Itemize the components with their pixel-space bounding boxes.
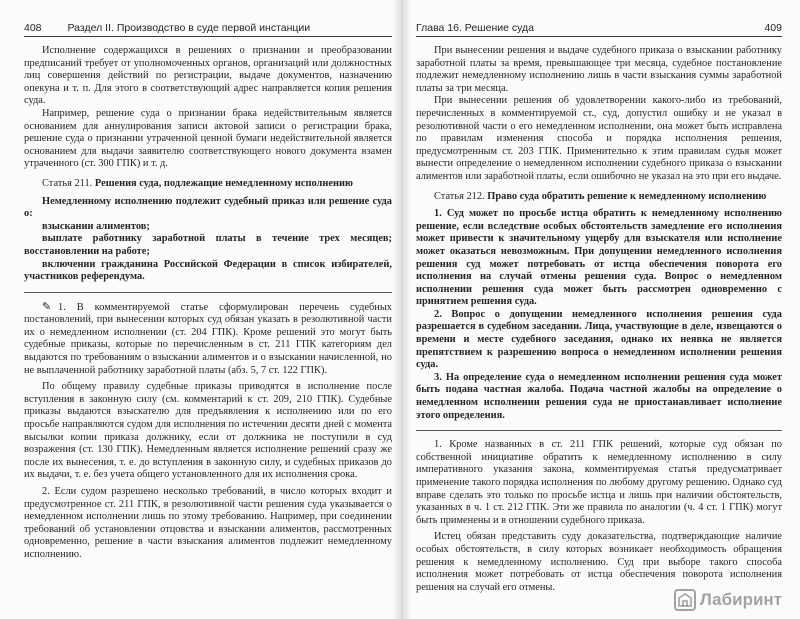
article-212-text-1: 1. Суд может по просьбе истца обратить к немедленному исполнению решение, если вследствие особых обстоятельств замедление его исполнения может привести к значительному ущербу для взыскателя или исполнение может оказаться невозможным. При допущении немедленного исполнения решения суд может потребовать от истца обеспечения поворота его исполнения на случай отмены решения суда. Вопрос о немедленном исполнении решения суда может быть рассмотрен одновременно с принятием решения суда.: [416, 208, 782, 308]
right-page: [402, 0, 800, 619]
right-page-number: 409: [764, 22, 782, 34]
article-212-text-3: 3. На определение суда о немедленном исполнении решения суда может быть подана частная жалоба. Подача частной жалобы на определение о немедленном исполнении решения суда не приостанавливает исполнение этого определения.: [416, 371, 782, 421]
comment-pen-icon: ✎: [42, 299, 52, 313]
article-211-title: Решения суда, подлежащие немедленному исполнению: [94, 177, 353, 189]
left-separator: [24, 292, 392, 293]
watermark-text: Лабиринт: [699, 590, 782, 609]
right-comment-2: Истец обязан представить суду доказательства, подтверждающие наличие особых обстоятельств, в силу которых возникает необходимость обращения решения к немедленному исполнению. Суд при выборе такого способа исполнения может потребовать от истца обеспечения поворота исполнения решения на случай его отмены.: [416, 531, 782, 593]
article-211-number: Статья 211.: [42, 177, 93, 189]
left-comment-1: [24, 301, 392, 378]
article-211-text-3: выплате работнику заработной платы в течение трех месяцев; восстановлении на работе;: [24, 233, 392, 257]
left-comment-2: По общему правилу судебные приказы приводятся в исполнение после вступления в законную силу (см. комментарий к ст. 209, 210 ГПК). Судебные приказы выдаются взыскателю для предъявления к исполнению или по его просьбе направляются судом для исполнения по истечении десяти дней с момента высылки копии приказа должнику, если от должника не поступили в суд возражения (ст. 130 ГПК). Немедленным является исполнение решений сразу же после их вынесения, т. е. до вступления в законную силу, и судебных приказов до их выдачи, т. е. без учета общего установленного для их исполнения срока.: [24, 381, 392, 481]
article-212-heading: [416, 191, 782, 204]
article-211-heading: [24, 178, 392, 191]
left-page-number: 408: [24, 22, 42, 34]
article-212-title: Право суда обратить решение к немедленному исполнению: [487, 190, 767, 202]
left-paragraph-1: Исполнение содержащихся в решениях о признании и преобразовании предписаний требует от уполномоченных органов, организаций или должностных лиц совершения действий по регистрации, выдаче документов, назначению опекуна и т. п. Для этого в соответствующий адрес направляется копия решения суда.: [24, 45, 392, 107]
left-comment-1-text: 1. В комментируемой статье сформулирован перечень судебных постановлений, при вынесении которых суд обязан указать в резолютивной части их о немедленном исполнении (ст. 204 ГПК). Кроме решений это могут быть судебные приказы, которые по перечисленным в ст. 211 ГПК категориям дел выдаются по требованиям о взыскании алиментов и о взыскании начисленной, но не выплаченной работнику заработной платы (абз. 5, 7 ст. 122 ГПК).: [24, 301, 392, 376]
right-running-head: [416, 18, 782, 37]
article-212-text-2: 2. Вопрос о допущении немедленного исполнения решения суда разрешается в судебном заседании. Лица, участвующие в деле, извещаются о времени и месте судебного заседания, однако их неявка не является препятствием к разрешению вопроса о немедленном исполнении решения суда.: [416, 308, 782, 371]
left-running-title: Раздел II. Производство в суде первой инстанции: [67, 22, 311, 34]
article-211-text-2: взыскании алиментов;: [42, 220, 150, 232]
right-paragraph-2: При вынесении решения об удовлетворении какого-либо из требований, перечисленных в комментируемой ст., суд, допустил ошибку и не указал в резолютивной части о его немедленном исполнении, она может быть исправлена по правилам изменения способа и порядка исполнения решения, предусмотренным ст. 203 ГПК. Применительно к этим правилам судья может вынести определение о немедленном исполнении судебного приказа о взыскании алиментов или заработной платы, если ошибочно не указал на это при его выдаче.: [416, 95, 782, 182]
left-paragraph-2: Например, решение суда о признании брака недействительным является основанием для аннулирования записи актовой записи о регистрации брака, решение суда о признании утраченной ценной бумаги недействительной является основанием для выдачи заявителю соответствующего нового документа взамен утраченного (ст. 300 ГПК) и т. д.: [24, 107, 392, 170]
article-211-text-1: Немедленному исполнению подлежит судебный приказ или решение суда о:: [24, 195, 392, 220]
article-212-number: Статья 212.: [434, 190, 485, 202]
labirint-logo-icon: [674, 589, 696, 611]
right-separator: [416, 430, 782, 431]
right-comment-1: 1. Кроме названных в ст. 211 ГПК решений, которые суд обязан по собственной инициативе обратить к немедленному исполнению в силу императивного указания закона, комментируемая статья предусматривает применение такого порядка исполнения по любому другому решению. Однако суд вправе сделать это только по просьбе истца и лишь при наличии обстоятельств, указанных в ч. 1 ст. 212 ГПК. Эти же правила по аналогии (ч. 4 ст. 1 ГПК) могут быть применены и в отношении судебного приказа.: [416, 439, 782, 526]
right-paragraph-1: При вынесении решения и выдаче судебного приказа о взыскании работнику заработной платы за время, превышающее три месяца, судебное постановление подлежит немедленному исполнению лишь в части взыскания суммы заработной платы за три месяца.: [416, 45, 782, 94]
article-211-text-4: включении гражданина Российской Федерации в список избирателей, участников референдума.: [24, 258, 392, 283]
labirint-watermark: [674, 589, 782, 611]
left-running-head: [24, 18, 392, 37]
right-running-title: Глава 16. Решение суда: [416, 22, 534, 34]
left-comment-3: 2. Если судом разрешено несколько требований, в число которых входит и предусмотренное ст. 211 ГПК, в резолютивной части решения суда указывается о немедленном исполнении лишь по этому требованию. Например, при соединении требований об установлении отцовства и взыскании алиментов, рассмотренных одновременно, решение в части взыскания алиментов подлежит немедленному исполнению.: [24, 486, 392, 560]
